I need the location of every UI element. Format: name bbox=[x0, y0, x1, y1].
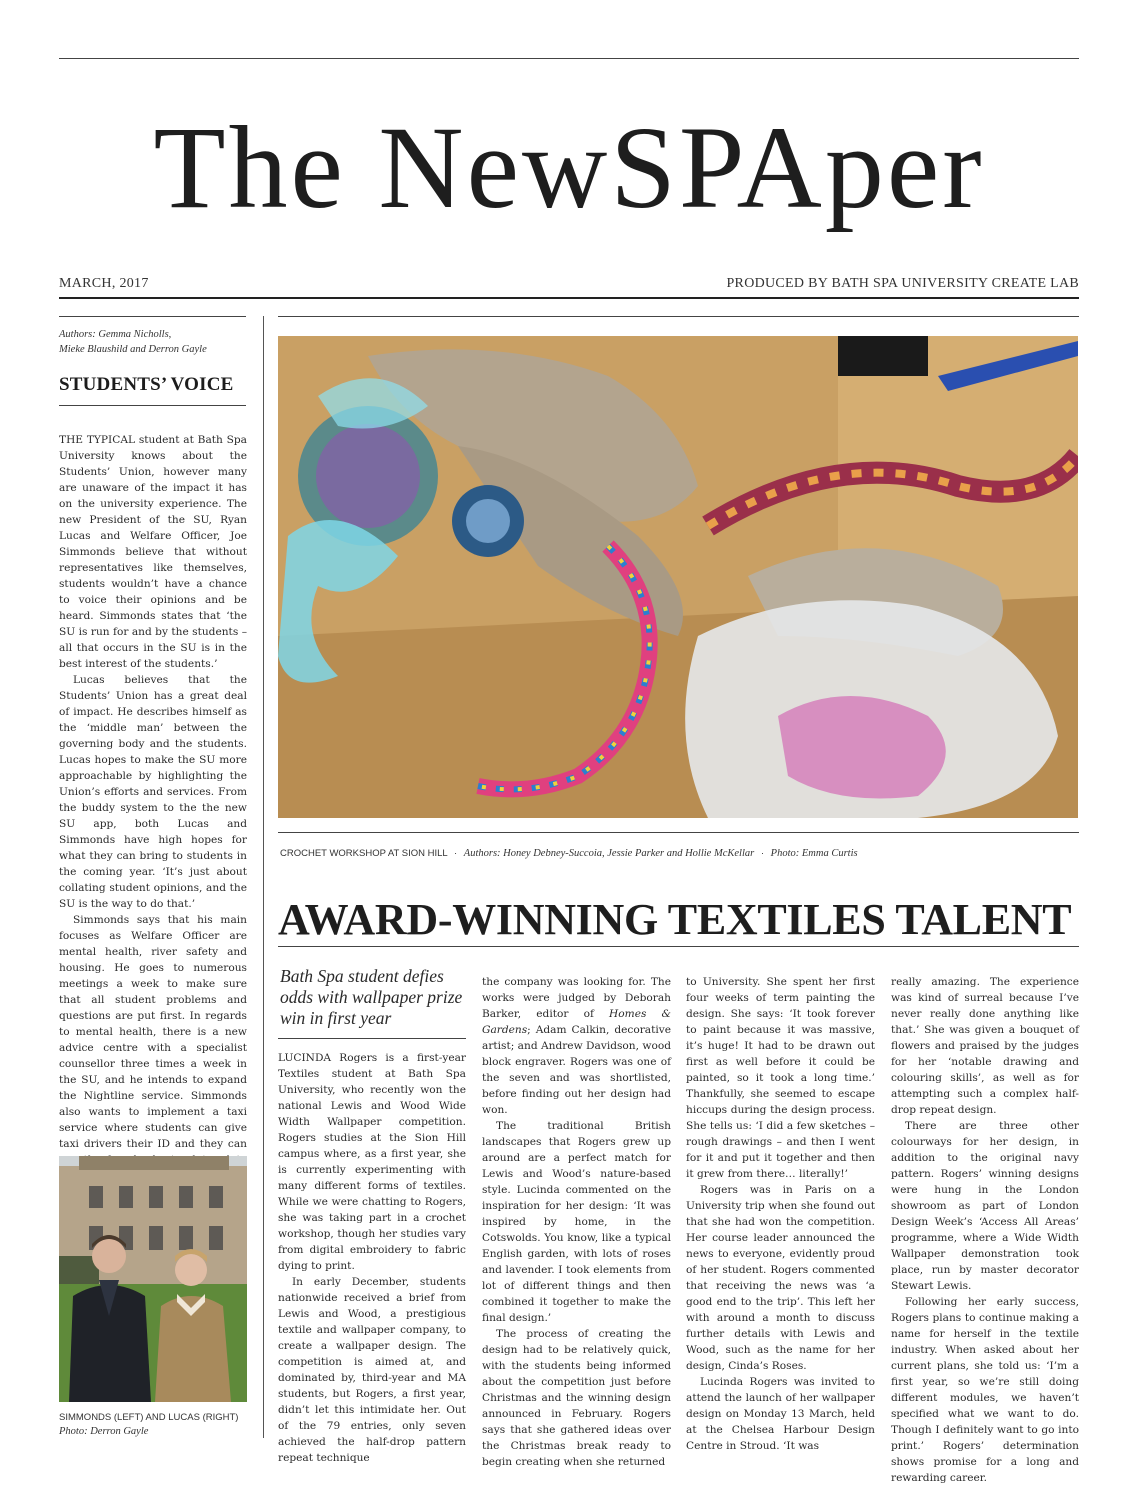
standfirst-rule bbox=[278, 1038, 466, 1039]
article-column-3 bbox=[686, 974, 875, 1454]
sv-paragraph: Simmonds says that his main focuses as Welfare Officer are mental health, river safety and housing. He goes to numerous meetings a week to make sure that all student problems and questions are put first. In regards to mental health, there is a new advice centre with a specialist counsellor three times a week in the SU, and he intends to expand the Nightline service. Simmonds also wants to implement a taxi service where students can give taxi drivers their ID and they can bbox=[59, 914, 247, 1150]
main-top-rule bbox=[278, 316, 1079, 317]
column-divider bbox=[263, 316, 264, 1438]
sv-paragraph: THE TYPICAL student at Bath Spa University knows about the Students’ Union, however many are unaware of the impact it has on the university experience. The new President of the SU, Ryan Lucas and Welfare Officer, Joe Simmonds believe that without representatives like themselves, students wouldn’t have a chance to voice their opinions and be heard. Simmonds states that ‘the SU is run for and by the students – all that occurs in the SU is in the best interest of the students.’ bbox=[59, 434, 247, 670]
header-rule bbox=[59, 297, 1079, 299]
text-run: ; Adam Calkin, decorative artist; and Andrew Davidson, wood block engraver. Rogers was one of the seven and was shortlisted, before finding out her design had won. bbox=[482, 1024, 671, 1116]
side-photo-credit bbox=[59, 1426, 148, 1437]
main-photo-authors: Authors: Honey Debney-Succoia, Jessie Parker and Hollie McKellar bbox=[463, 848, 755, 859]
left-authors-line1: Authors: Gemma Nicholls, bbox=[59, 329, 172, 340]
article-paragraph: In early December, students nationwide received a brief from Lewis and Wood, a prestigious textile and wallpaper company, to create a wallpaper design. The competition is aimed at, and dominated by, third-year and MA students, but Rogers, a first year, didn’t let this intimidate her. Out of the 79 entries, only seven achieved the half-drop pattern repeat technique bbox=[278, 1276, 466, 1464]
article-column-4 bbox=[891, 974, 1079, 1486]
left-heading-rule bbox=[59, 405, 246, 406]
left-top-rule bbox=[59, 316, 246, 317]
article-paragraph: Lucinda Rogers was invited to attend the launch of her wallpaper design on Monday 13 March, held at the Chelsea Harbour Design Centre in Stroud. ‘It was bbox=[686, 1376, 875, 1452]
photo-bottom-rule bbox=[278, 832, 1079, 833]
students-voice-body bbox=[59, 432, 247, 1184]
issue-date: MARCH, 2017 bbox=[59, 276, 149, 291]
standfirst: Bath Spa student defies odds with wallpaper prize win in first year bbox=[280, 966, 463, 1028]
article-paragraph: to University. She spent her first four weeks of term painting the design. She says: ‘It took forever to paint because it was massive, it’s huge! It had to be drawn out first as well before it could be painted, so it took a long time.’ Thankfully, she seemed to escape hiccups during the design process. She tells us: ‘I did a few sketches – rough drawings – and then I went for it and put it together and then it grew from there… literally!’ bbox=[686, 976, 875, 1180]
left-authors-line2: Mieke Blaushild and Derron Gayle bbox=[59, 344, 207, 355]
main-photo-caption bbox=[280, 848, 858, 859]
left-authors bbox=[59, 327, 249, 357]
top-rule bbox=[59, 58, 1079, 59]
article-paragraph: LUCINDA Rogers is a first-year Textiles student at Bath Spa University, who recently won the national Lewis and Wood Wide Width Wallpaper competition. Rogers studies at the Sion Hill campus where, as a first year, she is currently experimenting with many different forms of textiles. While we were chatting to Rogers, she was taking part in a crochet workshop, though her studies vary from digital embroidery to fabric dying to print. bbox=[278, 1052, 466, 1272]
main-photo-credit: Photo: Emma Curtis bbox=[770, 848, 858, 859]
article-paragraph: The process of creating the design had to be relatively quick, with the students being informed about the competition just before Christmas and the winning design announced in February. Rogers says that she gathered ideas over the Christmas break ready to begin creating when she returned bbox=[482, 1328, 671, 1468]
side-photo-credit-text: Photo: Derron Gayle bbox=[59, 1426, 149, 1437]
producer-line: PRODUCED BY BATH SPA UNIVERSITY CREATE LAB bbox=[726, 276, 1079, 291]
simmonds-lucas-photo bbox=[59, 1156, 247, 1402]
text-run: the company was looking for. The works were judged by Deborah Barker, editor of bbox=[482, 976, 671, 1020]
main-headline: AWARD-WINNING TEXTILES TALENT bbox=[278, 895, 1072, 944]
side-photo-caption: SIMMONDS (LEFT) AND LUCAS (RIGHT) bbox=[59, 1412, 239, 1423]
magazine-title: Homes & Gardens bbox=[482, 1008, 671, 1036]
article-paragraph bbox=[482, 974, 671, 1118]
caption-separator: · bbox=[760, 848, 765, 859]
article-paragraph: The traditional British landscapes that Rogers grew up around are a perfect match for Lewis and Wood’s nature-based style. Lucinda commented on the inspiration for her design: ‘It was inspired by home, in the Cotswolds. You know, like a typical English garden, with lots of roses and lavender. I took elements from lot of different things and then combined it together to make the final design.’ bbox=[482, 1120, 671, 1324]
masthead-title: The NewSPAper bbox=[153, 102, 985, 233]
article-paragraph: There are three other colourways for her design, in addition to the original navy pattern. Rogers’ winning designs were hung in the London showroom as part of London Design Week’s ‘Access All Areas’ programme, where a Wide Width Wallpaper demonstration took place, run by master decorator Stewart Lewis. bbox=[891, 1120, 1079, 1292]
main-photo-caption-text: CROCHET WORKSHOP AT SION HILL bbox=[280, 848, 448, 859]
students-voice-heading: STUDENTS’ VOICE bbox=[59, 374, 234, 395]
headline-rule bbox=[278, 946, 1079, 947]
sv-paragraph: Lucas believes that the Students’ Union has a great deal of impact. He describes himself as the ‘middle man’ between the governing body and the students. Lucas hopes to make the SU more approachable by highlighting the Union’s efforts and services. From the buddy system to the the new SU app, both Lucas and Simmonds have high hopes for what they can bring to students in the coming year. ‘It’s just about collating student opinions, and the SU is the way to do that.’ bbox=[59, 674, 247, 910]
article-paragraph: Following her early success, Rogers plans to continue making a name for herself in the textile industry. When asked about her current plans, she told us: ‘I’m a first year, so we’re still doing different modules, we haven’t specified what we want to do. Though I definitely want to go into print.’ Rogers’ determination shows promise for a long and rewarding career. bbox=[891, 1296, 1079, 1484]
crochet-workshop-photo bbox=[278, 336, 1078, 818]
article-paragraph: really amazing. The experience was kind of surreal because I’ve never really done anything like that.’ She was given a bouquet of flowers and praised by the judges for her ‘notable drawing and colouring skills’, as well as for attempting such a complex half-drop repeat design. bbox=[891, 976, 1079, 1116]
article-column-2 bbox=[482, 974, 671, 1470]
caption-separator: · bbox=[453, 848, 458, 859]
article-paragraph: Rogers was in Paris on a University trip when she found out that she had won the competition. Her course leader announced the news to everyone, evidently proud of her student. Rogers commented that receiving the news was ‘a good end to the trip’. This left her with around a month to discuss further details with Lewis and Wood, such as the name for her design, Cinda’s Roses. bbox=[686, 1184, 875, 1372]
article-column-1 bbox=[278, 1050, 466, 1466]
